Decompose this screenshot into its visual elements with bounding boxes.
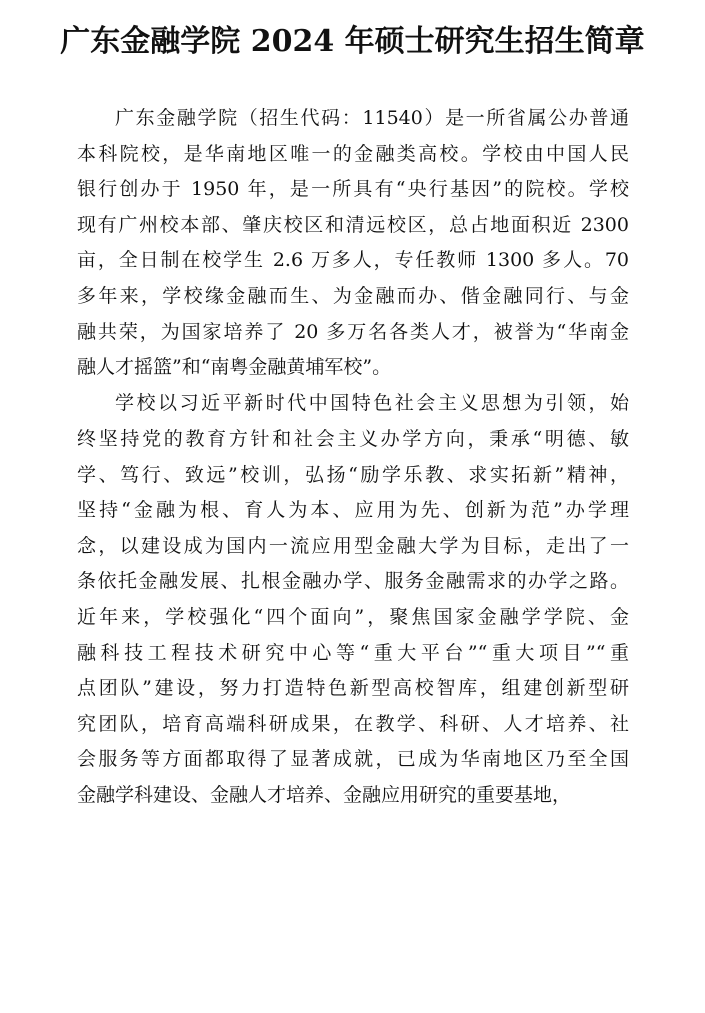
document-title: 广东金融学院 2024 年硕士研究生招生简章 <box>60 24 645 59</box>
paragraph-2 <box>77 386 629 813</box>
paragraph-line: 学校以习近平新时代中国特色社会主义思想为引领，始 <box>115 392 629 415</box>
paragraph-line: 现有广州校本部、肇庆校区和清远校区，总占地面积近 2300 <box>77 213 629 236</box>
paragraph-line: 究团队，培育高端科研成果，在教学、科研、人才培养、社 <box>77 712 629 735</box>
paragraph-line: 融人才摇篮”和“南粤金融黄埔军校”。 <box>77 356 392 379</box>
paragraph-line: 终坚持党的教育方针和社会主义办学方向，秉承“明德、敏 <box>77 427 629 450</box>
paragraph-line: 会服务等方面都取得了显著成就，已成为华南地区乃至全国 <box>77 748 629 771</box>
paragraph-line: 坚持“金融为根、育人为本、应用为先、创新为范”办学理 <box>77 499 629 522</box>
paragraph-line: 融科技工程技术研究中心等“重大平台”“重大项目”“重 <box>77 641 629 664</box>
paragraph-line: 念，以建设成为国内一流应用型金融大学为目标，走出了一 <box>77 534 629 557</box>
paragraph-line: 金融学科建设、金融人才培养、金融应用研究的重要基地， <box>77 783 572 806</box>
paragraph-line: 点团队”建设，努力打造特色新型高校智库，组建创新型研 <box>77 677 629 700</box>
paragraph-line: 本科院校，是华南地区唯一的金融类高校。学校由中国人民 <box>77 142 629 165</box>
paragraph-line: 广东金融学院（招生代码：11540）是一所省属公办普通 <box>115 107 629 129</box>
paragraph-line: 融共荣，为国家培养了 20 多万名各类人才，被誉为“华南金 <box>77 320 629 343</box>
paragraph-line: 亩，全日制在校学生 2.6 万多人，专任教师 1300 多人。70 <box>77 249 629 272</box>
document-body <box>77 101 629 813</box>
paragraph-line: 多年来，学校缘金融而生、为金融而办、偕金融同行、与金 <box>77 284 629 307</box>
paragraph-line: 近年来，学校强化“四个面向”，聚焦国家金融学学院、金 <box>77 605 629 628</box>
paragraph-1 <box>77 101 629 386</box>
paragraph-line: 学、笃行、致远”校训，弘扬“励学乐教、求实拓新”精神， <box>77 463 629 486</box>
paragraph-line: 银行创办于 1950 年，是一所具有“央行基因”的院校。学校 <box>77 178 629 201</box>
paragraph-line: 条依托金融发展、扎根金融办学、服务金融需求的办学之路。 <box>77 570 629 593</box>
